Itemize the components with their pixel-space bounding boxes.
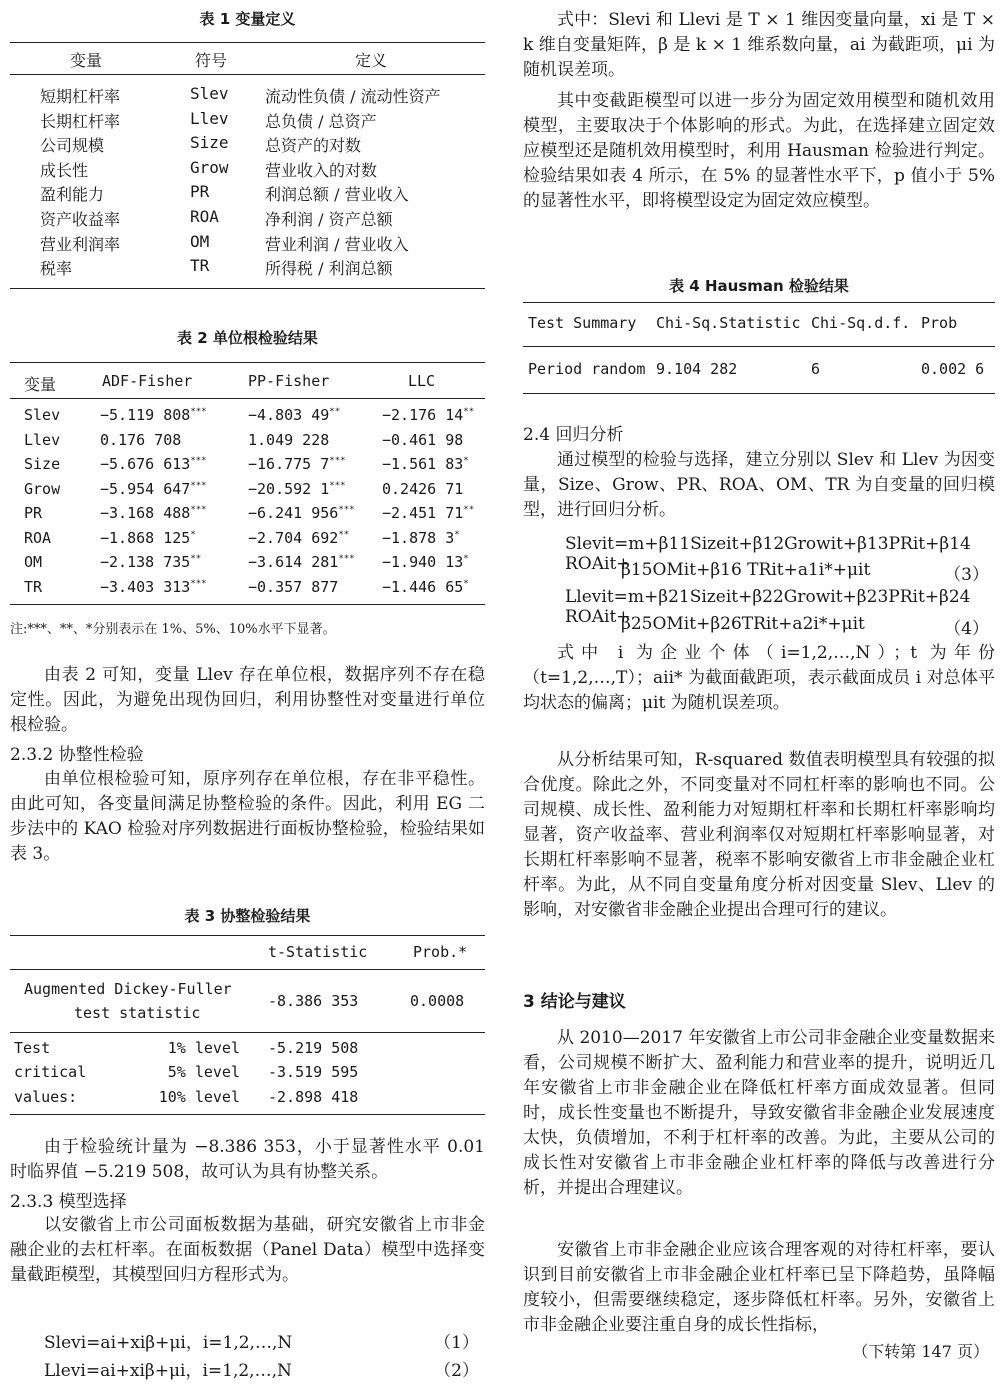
equation-3-line-2: [523, 560, 995, 586]
table4-cell-test: Period random: [528, 360, 646, 378]
table1-cell-var: 资产收益率: [40, 210, 121, 229]
equation-3-number: （3）: [944, 565, 989, 585]
right-paragraph-4: 式中 i 为企业个体（i=1,2,…,N）；t 为年份（t=1,2,…,T）；aii* 为截面截距项，表示截面成员 i 对总体平均状态的偏离；μit 为随机误差项。: [523, 643, 995, 713]
table1-cell-var: 税率: [40, 259, 73, 279]
equation-4-number: （4）: [944, 619, 989, 639]
table2-caption: 表 2 单位根检验结果: [177, 329, 318, 347]
table3-level: 5% level: [167, 1063, 240, 1082]
table1-header-def: 定义: [355, 51, 388, 70]
table2-cell-adf: −5.119 808***: [100, 406, 207, 424]
table2-cell-var: Size: [24, 455, 61, 473]
table3-level: 1% level: [167, 1039, 240, 1057]
left-paragraph-4: 以安徽省上市公司面板数据为基础，研究安徽省上市非金融企业的去杠杆率。在面板数据（Panel Data）模型中选择变量截距模型，其模型回归方程形式为。: [10, 1215, 485, 1285]
table2-cell-pp: 1.049 228: [248, 430, 330, 449]
table1-caption: 表 1 变量定义: [199, 10, 296, 28]
table1-cell-def: 所得税 / 利润总额: [265, 259, 393, 279]
table1-cell-var: 营业利润率: [40, 234, 121, 254]
table1-cell-def: 营业收入的对数: [265, 160, 378, 180]
table2-cell-pp: −0.357 877: [248, 577, 339, 596]
continued-note: （下转第 147 页）: [852, 1342, 989, 1361]
table3-header-rule: [10, 969, 485, 970]
table3-bottom-rule: [10, 1114, 485, 1115]
table3-mid-rule: [10, 1032, 485, 1033]
table2-header-llc: LLC: [408, 372, 436, 390]
table1-cell-var: 长期杠杆率: [40, 111, 121, 131]
equation-2-text: Llevi=ai+xiβ+μi，i=1,2,…,N: [44, 1361, 292, 1381]
table1-cell-def: 营业利润 / 营业收入: [265, 234, 409, 254]
table1-cell-var: 短期杠杆率: [40, 87, 121, 106]
equation-4-text-a: Llevit=m+β21Sizeit+β22Growit+β23PRit+β24 ROAit+: [565, 587, 971, 627]
table3-header-t: t-Statistic: [268, 943, 368, 961]
table1-cell-def: 流动性负债 / 流动性资产: [265, 87, 441, 106]
table2-bottom-rule: [10, 604, 485, 605]
table2-cell-adf: −3.168 488***: [100, 504, 207, 522]
table1-cell-sym: ROA: [190, 207, 219, 226]
section-heading-2-3-3: 2.3.3 模型选择: [10, 1192, 127, 1212]
table2-header-pp: PP-Fisher: [248, 372, 330, 390]
equation-2: [10, 1356, 485, 1382]
table4-bottom-rule: [523, 393, 995, 394]
table1-header-sym: 符号: [195, 51, 228, 70]
table1-cell-sym: Grow: [190, 157, 229, 177]
table1-cell-sym: Llev: [190, 108, 229, 128]
table2-cell-pp: −20.592 1***: [248, 479, 346, 498]
equation-4-text-b: β25OMit+β26TRit+a2i*+μit: [621, 614, 865, 634]
table2-cell-llc: −1.878 3*: [382, 528, 460, 547]
table4-header-stat: Chi-Sq.Statistic: [656, 314, 801, 332]
table4-top-rule: [523, 302, 995, 303]
table4-caption: 表 4 Hausman 检验结果: [669, 277, 849, 295]
table3-adf-label-1: Augmented Dickey-Fuller: [24, 980, 232, 998]
table1-header-rule: [10, 74, 485, 75]
table2-cell-adf: −5.676 613***: [100, 455, 207, 473]
table2-cell-llc: −0.461 98: [382, 430, 464, 449]
table2-cell-pp: −6.241 956***: [248, 504, 355, 522]
table2-cell-adf: 0.176 708: [100, 430, 182, 449]
right-paragraph-7: 安徽省上市非金融企业应该合理客观的对待杠杆率，要认识到目前安徽省上市非金融企业杠杆率已呈下降趋势，虽降幅度较小，但需要继续稳定，逐步降低杠杆率。另外，安徽省上市非金融企业要注重自身的成长性指标，: [523, 1240, 995, 1335]
section-heading-2-3-2: 2.3.2 协整性检验: [10, 745, 144, 765]
table4-header-df: Chi-Sq.d.f.: [811, 314, 911, 332]
table3-top-rule: [10, 935, 485, 936]
table1-cell-def: 总负债 / 总资产: [265, 111, 377, 131]
table2-cell-var: Grow: [24, 479, 61, 498]
table3-critical-value: -3.519 595: [268, 1063, 359, 1082]
table2-cell-pp: −4.803 49**: [248, 406, 341, 424]
table1-cell-def: 净利润 / 资产总额: [265, 210, 393, 229]
table1-header-var: 变量: [70, 51, 103, 70]
table3-critical-label: critical: [14, 1063, 87, 1082]
table3-header-prob: Prob.*: [413, 943, 468, 961]
table2-cell-llc: −2.451 71**: [382, 504, 475, 522]
table2-cell-adf: −5.954 647***: [100, 479, 207, 498]
equation-1-number: （1）: [434, 1333, 479, 1353]
table2-cell-var: OM: [24, 553, 43, 571]
table3-caption: 表 3 协整检验结果: [184, 907, 311, 925]
table1-cell-sym: PR: [190, 182, 210, 202]
table3-critical-label: values:: [14, 1087, 78, 1106]
section-heading-2-4: 2.4 回归分析: [523, 425, 624, 445]
table3-adf-label-2: test statistic: [74, 1004, 201, 1022]
left-paragraph-1: 由表 2 可知，变量 Llev 存在单位根，数据序列不存在稳定性。因此，为避免出现伪回归，利用协整性对变量进行单位根检验。: [10, 665, 485, 735]
table3-critical-value: -5.219 508: [268, 1039, 359, 1057]
table3-adf-prob: 0.0008: [410, 992, 465, 1010]
table1-bottom-rule: [10, 288, 485, 289]
table4-cell-df: 6: [811, 360, 821, 378]
right-paragraph-3: 通过模型的检验与选择，建立分别以 Slev 和 Llev 为因变量，Size、Grow、PR、ROA、OM、TR 为自变量的回归模型，进行回归分析。: [523, 450, 995, 520]
table2-header-var: 变量: [24, 375, 57, 394]
table1-cell-sym: TR: [190, 256, 210, 276]
table2-header-adf: ADF-Fisher: [102, 372, 193, 390]
table2-cell-var: TR: [24, 577, 43, 596]
table4-header-prob: Prob: [921, 314, 958, 332]
table2-cell-var: Slev: [24, 406, 61, 424]
table1-cell-var: 公司规模: [40, 136, 105, 156]
table2-cell-llc: −1.446 65*: [382, 577, 469, 596]
right-paragraph-5: 从分析结果可知，R-squared 数值表明模型具有较强的拟合优度。除此之外，不同变量对不同杠杆率的影响也不同。公司规模、成长性、盈利能力对短期杠杆率和长期杠杆率影响均显著，资产收益率、营业利润率仅对短期杠杆率影响显著，对长期杠杆率影响不显著，税率不影响安徽省上市非金融企业杠杆率。为此，从不同自变量角度分析对因变量 Slev、Llev 的影响，对安徽省非金融企业提出合理可行的建议。: [523, 750, 995, 920]
table1-cell-var: 盈利能力: [40, 185, 105, 205]
table3-critical-value: -2.898 418: [268, 1087, 359, 1106]
table2-cell-adf: −3.403 313***: [100, 577, 207, 596]
table1-cell-def: 利润总额 / 营业收入: [265, 185, 409, 205]
left-paragraph-2: 由单位根检验可知，原序列存在单位根，存在非平稳性。由此可知，各变量间满足协整检验的条件。因此，利用 EG 二步法中的 KAO 检验对序列数据进行面板协整检验，检验结果如表 3。: [10, 769, 485, 864]
table1-cell-sym: OM: [190, 231, 210, 251]
table1-top-rule: [10, 42, 485, 43]
table2-cell-llc: −1.561 83*: [382, 455, 469, 473]
table2-top-rule: [10, 362, 485, 363]
table1-cell-def: 总资产的对数: [265, 136, 362, 156]
table2-header-rule: [10, 398, 485, 399]
right-paragraph-2: 其中变截距模型可以进一步分为固定效用模型和随机效用模型，主要取决于个体影响的形式。为此，在选择建立固定效应模型还是随机效用模型时，利用 Hausman 检验进行判定。检验结果如表 4 所示，在 5% 的显著性水平下，p 值小于 5%的显著性水平，即将模型设定为固定效应模型。: [523, 91, 995, 211]
equation-3-text-a: Slevit=m+β11Sizeit+β12Growit+β13PRit+β14 ROAit+: [565, 534, 971, 574]
left-paragraph-3: 由于检验统计量为 −8.386 353，小于显著性水平 0.01 时临界值 −5.219 508，故可认为具有协整关系。: [10, 1137, 485, 1182]
table2-cell-llc: 0.2426 71: [382, 479, 464, 498]
table2-cell-pp: −2.704 692**: [248, 528, 350, 547]
table3-level: 10% level: [158, 1087, 240, 1106]
right-paragraph-1: 式中：Slevi 和 Llevi 是 T × 1 维因变量向量，xi 是 T × k 维自变量矩阵，β 是 k × 1 维系数向量，ai 为截距项，μi 为随机误差项。: [523, 10, 995, 80]
right-paragraph-6: 从 2010—2017 年安徽省上市公司非金融企业变量数据来看，公司规模不断扩大、盈利能力和营业率的提升，说明近几年安徽省上市非金融企业在降低杠杆率方面成效显著。但同时，成长性变量也不断提升，导致安徽省非金融企业发展速度太快，负债增加，不利于杠杆率的改善。为此，主要从公司的成长性对安徽省上市非金融企业杠杆率的降低与改善进行分析，并提出合理建议。: [523, 1028, 995, 1198]
table2-note: 注:***、**、*分别表示在 1%、5%、10%水平下显著。: [10, 622, 336, 637]
table2-cell-pp: −16.775 7***: [248, 455, 346, 473]
table3-critical-label: Test: [14, 1039, 51, 1057]
table2-cell-var: Llev: [24, 430, 61, 449]
equation-4-line-2: [523, 614, 995, 640]
table4-header-summary: Test Summary: [528, 314, 637, 332]
table3-adf-t: -8.386 353: [268, 992, 359, 1010]
section-heading-3: 3 结论与建议: [523, 992, 626, 1012]
table4-cell-stat: 9.104 282: [656, 360, 738, 378]
table2-cell-pp: −3.614 281***: [248, 553, 355, 571]
equation-1: [10, 1328, 485, 1354]
table2-cell-llc: −1.940 13*: [382, 553, 469, 571]
equation-2-number: （2）: [434, 1361, 479, 1381]
table1-cell-var: 成长性: [40, 160, 89, 180]
table2-cell-var: ROA: [24, 528, 52, 547]
equation-1-text: Slevi=ai+xiβ+μi，i=1,2,…,N: [44, 1333, 293, 1353]
table4-header-rule: [523, 346, 995, 347]
table2-cell-llc: −2.176 14**: [382, 406, 475, 424]
table2-cell-adf: −2.138 735**: [100, 553, 202, 571]
equation-3-text-b: β15OMit+β16 TRit+a1i*+μit: [621, 560, 871, 580]
table1-cell-sym: Slev: [190, 84, 229, 103]
table1-cell-sym: Size: [190, 133, 229, 153]
table2-cell-var: PR: [24, 504, 43, 522]
table2-cell-adf: −1.868 125*: [100, 528, 196, 547]
table4-cell-prob: 0.002 6: [921, 360, 985, 378]
